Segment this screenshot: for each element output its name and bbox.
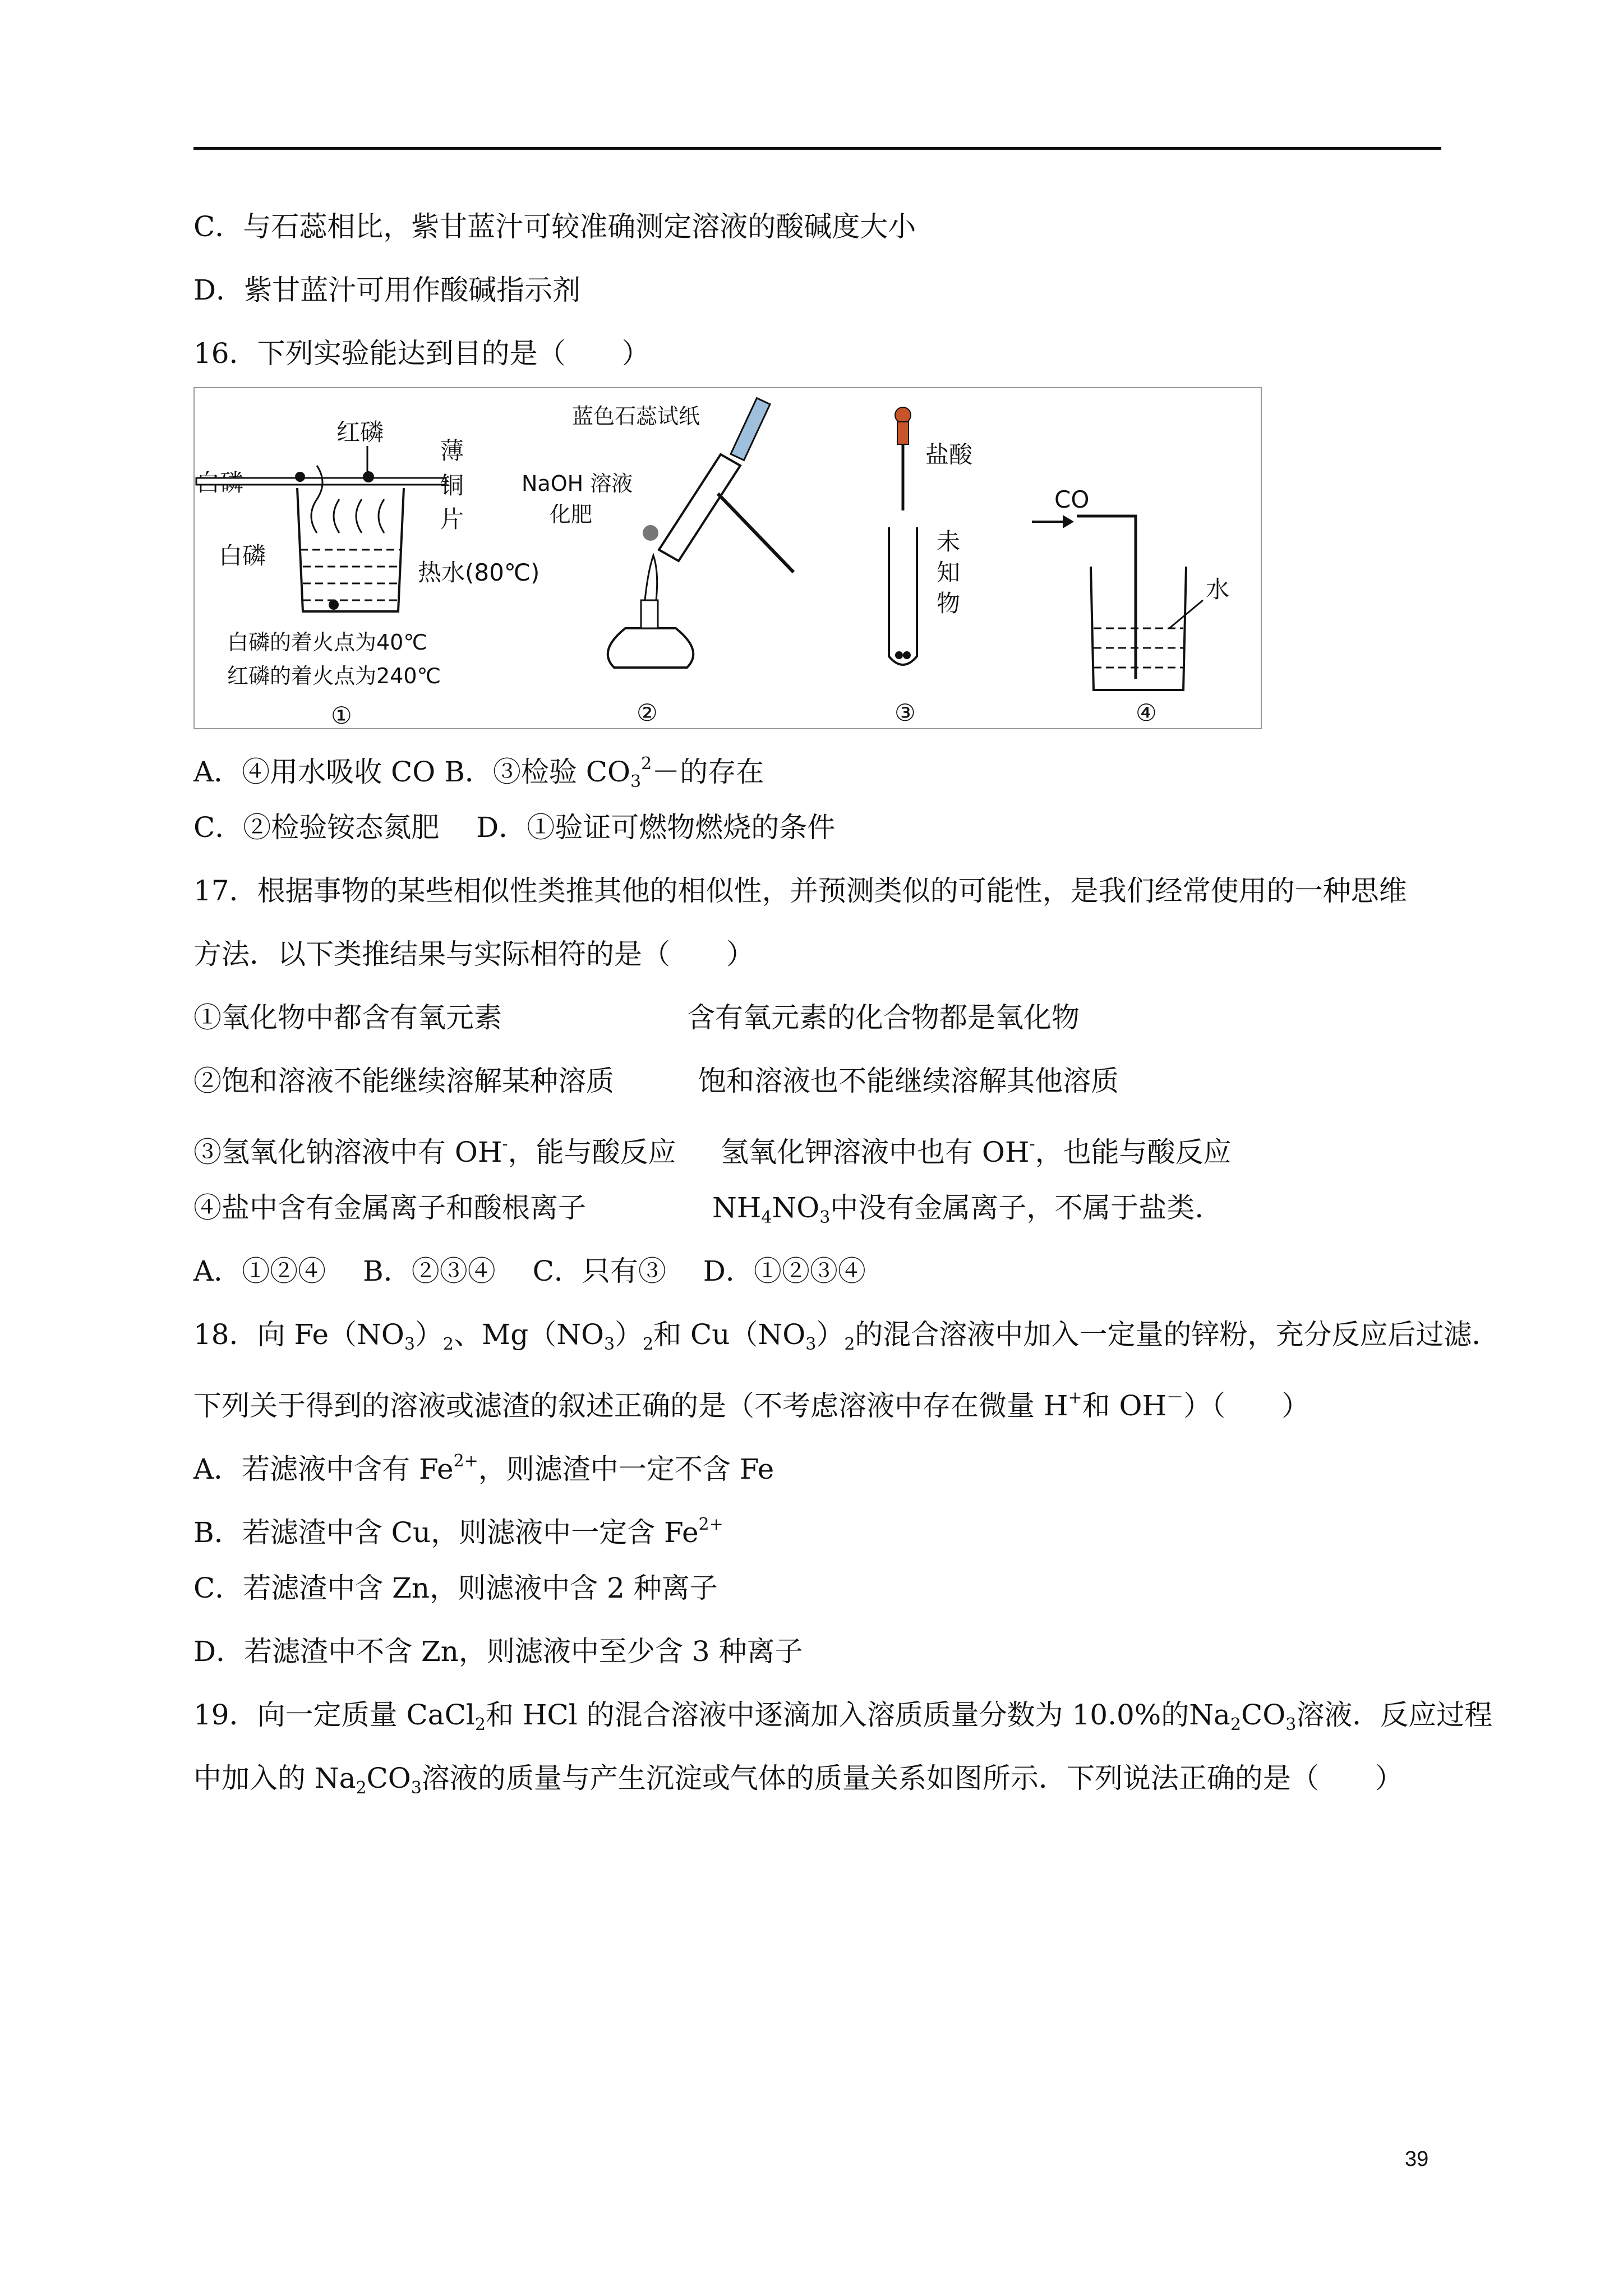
question-19-stem-2: 中加入的 $Na_2CO_3$溶液的质量与产生沉淀或气体的质量关系如图所示．下列说法正确的是（ ） — [193, 1762, 1403, 1798]
label-apparatus-1: ① — [331, 702, 352, 729]
label-hydrochloric-acid: 盐酸 — [925, 441, 973, 468]
option-d-line: D．紫甘蓝汁可用作酸碱指示剂 — [193, 274, 581, 306]
apparatus-1 — [196, 418, 540, 729]
question-17-stem-2: 方法．以下类推结果与实际相符的是（ ） — [193, 938, 754, 970]
label-copper: 铜 — [440, 472, 464, 499]
apparatus-4 — [1032, 486, 1229, 726]
label-red-phosphorus: 红磷 — [336, 418, 384, 446]
question-16-options-cd: C．②检验铵态氮肥 D．①验证可燃物燃烧的条件 — [193, 811, 836, 844]
gas-tube — [1077, 516, 1136, 679]
label-fertilizer: 化肥 — [550, 502, 593, 527]
experiment-figure — [193, 387, 1262, 729]
header-rule — [193, 147, 1441, 150]
label-thin: 薄 — [440, 437, 464, 464]
question-18-stem-1: 18．向 $Fe(NO_3)_2$、$Mg(NO_3)_2$和 $Cu(NO_3)_2$的混合溶液中加入一定量的锌粉，充分反应后过滤． — [193, 1318, 1500, 1354]
question-17-item-2: ②饱和溶液不能继续溶解某种溶质 饱和溶液也不能继续溶解其他溶质 — [193, 1065, 1119, 1097]
label-white-phosphorus-mid: 白磷 — [219, 542, 266, 569]
label-hot-water: 热水(80℃) — [418, 559, 540, 586]
question-16-options-ab: A．④用水吸收 CO B．③检验 $CO_3^2-$的存在 — [193, 754, 764, 792]
question-18-option-a: A．若滤液中含有 $Fe^{2+}$，则滤渣中一定不含 Fe — [193, 1451, 774, 1485]
label-apparatus-3: ③ — [895, 699, 916, 726]
label-apparatus-4: ④ — [1136, 699, 1157, 726]
apparatus-3 — [889, 407, 973, 726]
label-water: 水 — [1206, 576, 1230, 603]
question-17-stem-1: 17．根据事物的某些相似性类推其他的相似性，并预测类似的可能性，是我们经常使用的一种思维 — [193, 875, 1407, 907]
question-18-stem-2: 下列关于得到的溶液或滤渣的叙述正确的是（不考虑溶液中存在微量 H+和 OH－）（ ） — [193, 1388, 1310, 1422]
label-naoh: NaOH 溶液 — [522, 471, 633, 496]
label-blue-litmus: 蓝色石蕊试纸 — [572, 404, 700, 429]
litmus-paper — [731, 398, 770, 461]
test-tube-3 — [889, 527, 917, 665]
label-unknown-3: 物 — [937, 590, 961, 617]
alcohol-lamp — [608, 628, 694, 668]
note-white-p-ignition: 白磷的着火点为40℃ — [227, 630, 428, 655]
question-18-option-c: C．若滤渣中含 Zn，则滤液中含 2 种离子 — [193, 1572, 718, 1604]
label-unknown-2: 知 — [937, 559, 961, 586]
test-tube-2 — [659, 454, 740, 561]
label-co: CO — [1054, 486, 1090, 513]
question-18-option-b: B．若滤渣中含 Cu，则滤液中一定含 $Fe^{2+}$ — [193, 1515, 723, 1549]
copper-sheet — [196, 478, 446, 485]
label-sheet: 片 — [440, 505, 464, 533]
page-number: 39 — [1405, 2147, 1429, 2171]
question-18-option-d: D．若滤渣中不含 Zn，则滤液中至少含 3 种离子 — [193, 1635, 803, 1668]
question-16-stem: 16．下列实验能达到目的是（ ） — [193, 337, 650, 370]
label-unknown-1: 未 — [937, 528, 961, 555]
apparatus-2 — [522, 398, 794, 726]
question-17-item-1: ①氧化物中都含有氧元素 含有氧元素的化合物都是氧化物 — [193, 1001, 1080, 1034]
question-17-item-3: ③氢氧化钠溶液中有 OH-，能与酸反应 氢氧化钾溶液中也有 OH-，也能与酸反应 — [193, 1134, 1232, 1168]
question-17-options: A．①②④ B．②③④ C．只有③ D．①②③④ — [193, 1255, 866, 1287]
question-17-item-4: ④盐中含有金属离子和酸根离子 $NH_4NO_3$中没有金属离子，不属于盐类. — [193, 1191, 1204, 1227]
question-19-stem-1: 19．向一定质量 CaCl$_2$和 HCl 的混合溶液中逐滴加入溶质质量分数为 10.0%的$Na_2CO_3$溶液．反应过程 — [193, 1699, 1493, 1734]
note-red-p-ignition: 红磷的着火点为240℃ — [227, 664, 441, 688]
label-apparatus-2: ② — [637, 699, 658, 726]
option-c-line: C．与石蕊相比，紫甘蓝汁可较准确测定溶液的酸碱度大小 — [193, 210, 916, 243]
